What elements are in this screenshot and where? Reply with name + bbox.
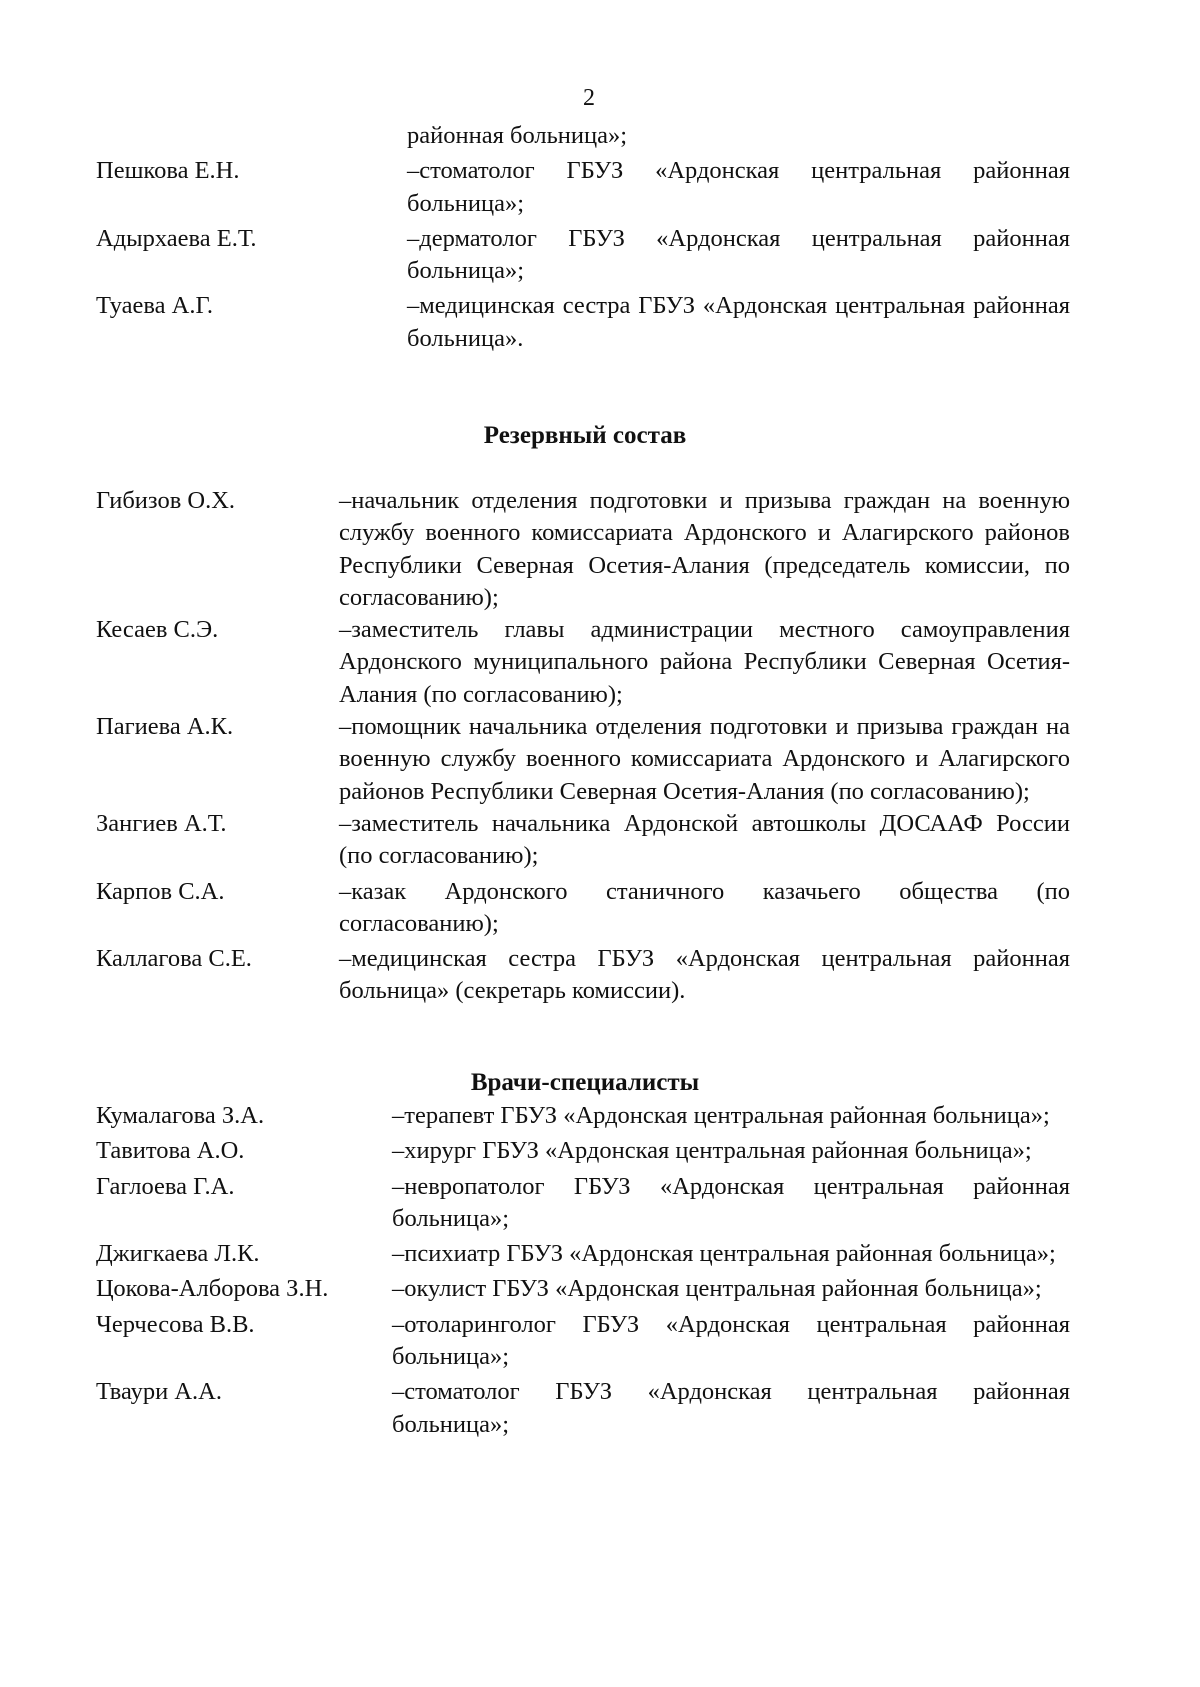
list-item: [96, 876, 1070, 941]
doctor-name: Черчесова В.В.: [96, 1310, 255, 1338]
list-item: [96, 808, 1070, 873]
list-item: [96, 943, 1070, 1008]
list-item: [96, 711, 1070, 808]
doctor-description: –терапевт ГБУЗ «Ардонская центральная районная больница»;: [392, 1102, 1050, 1129]
member-description: –помощник начальника отделения подготовки и призыва граждан на военную службу военного комиссариата Ардонского и Алагирского районов Республики Северная Осетия-Алания (по согласованию);: [339, 713, 1070, 805]
list-item: [96, 1171, 1070, 1236]
member-description: –начальник отделения подготовки и призыва граждан на военную службу военного комиссариата Ардонского и Алагирского районов Республики Северная Осетия-Алания (председатель комиссии, по согласованию);: [339, 487, 1070, 611]
reserve-members-list: [96, 485, 1070, 1008]
member-description: –стоматолог ГБУЗ «Ардонская центральная районная больница»;: [407, 157, 1070, 217]
reserve-heading: Резервный состав: [483, 422, 687, 449]
doctor-name: Тавитова А.О.: [96, 1137, 245, 1165]
doctor-name: Тваури А.А.: [96, 1378, 222, 1406]
member-description: районная больница»;: [407, 122, 628, 149]
list-item: [96, 1273, 1070, 1305]
commission-members-list: [96, 120, 1070, 358]
doctor-name: Гаглоева Г.А.: [96, 1172, 235, 1200]
doctor-name: Джигкаева Л.К.: [96, 1240, 260, 1268]
member-name: Туаева А.Г.: [96, 292, 214, 320]
member-description: –дерматолог ГБУЗ «Ардонская центральная районная больница»;: [407, 224, 1070, 285]
list-item: [96, 223, 1070, 288]
member-description: –медицинская сестра ГБУЗ «Ардонская центральная районная больница».: [407, 292, 1070, 352]
doctor-description: –хирург ГБУЗ «Ардонская центральная районная больница»;: [392, 1137, 1032, 1165]
member-name: Пагиева А.К.: [96, 713, 234, 741]
list-item: [96, 614, 1070, 711]
doctor-description: –стоматолог ГБУЗ «Ардонская центральная районная больница»;: [392, 1378, 1070, 1438]
doctor-description: –невропатолог ГБУЗ «Ардонская центральная районная больница»;: [392, 1172, 1070, 1232]
doctor-description: –отоларинголог ГБУЗ «Ардонская центральная районная больница»;: [392, 1310, 1070, 1371]
doctor-description: –психиатр ГБУЗ «Ардонская центральная районная больница»;: [392, 1240, 1056, 1268]
member-name: Адырхаева Е.Т.: [96, 224, 257, 252]
list-item: [96, 1376, 1070, 1441]
list-item: [96, 1309, 1070, 1374]
member-description: –заместитель начальника Ардонской автошколы ДОСААФ России (по согласованию);: [339, 809, 1070, 870]
member-description: –заместитель главы администрации местного самоуправления Ардонского муниципального района Республики Северная Осетия-Алания (по согласованию);: [339, 616, 1070, 708]
member-name: Пешкова Е.Н.: [96, 157, 240, 185]
doctor-name: Кумалагова З.А.: [96, 1102, 265, 1129]
continuation-row: [96, 120, 1070, 152]
member-name: Зангиев А.Т.: [96, 809, 227, 837]
member-name: Гибизов О.Х.: [96, 487, 236, 514]
member-name: Кесаев С.Э.: [96, 616, 219, 644]
page-number: 2: [583, 85, 595, 111]
list-item: [96, 1100, 1070, 1132]
list-item: [96, 485, 1070, 614]
member-name: Каллагова С.Е.: [96, 945, 252, 973]
doctor-name: Цокова-Алборова З.Н.: [96, 1275, 329, 1303]
list-item: [96, 1135, 1070, 1167]
member-description: –медицинская сестра ГБУЗ «Ардонская центральная районная больница» (секретарь комиссии).: [339, 945, 1070, 1005]
list-item: [96, 155, 1070, 220]
doctors-heading: Врачи-специалисты: [470, 1069, 700, 1096]
member-name: Карпов С.А.: [96, 877, 225, 905]
list-item: [96, 1238, 1070, 1270]
member-description: –казак Ардонского станичного казачьего общества (по согласованию);: [339, 877, 1070, 937]
doctors-list: [96, 1100, 1070, 1444]
list-item: [96, 290, 1070, 355]
doctor-description: –окулист ГБУЗ «Ардонская центральная районная больница»;: [392, 1275, 1042, 1303]
